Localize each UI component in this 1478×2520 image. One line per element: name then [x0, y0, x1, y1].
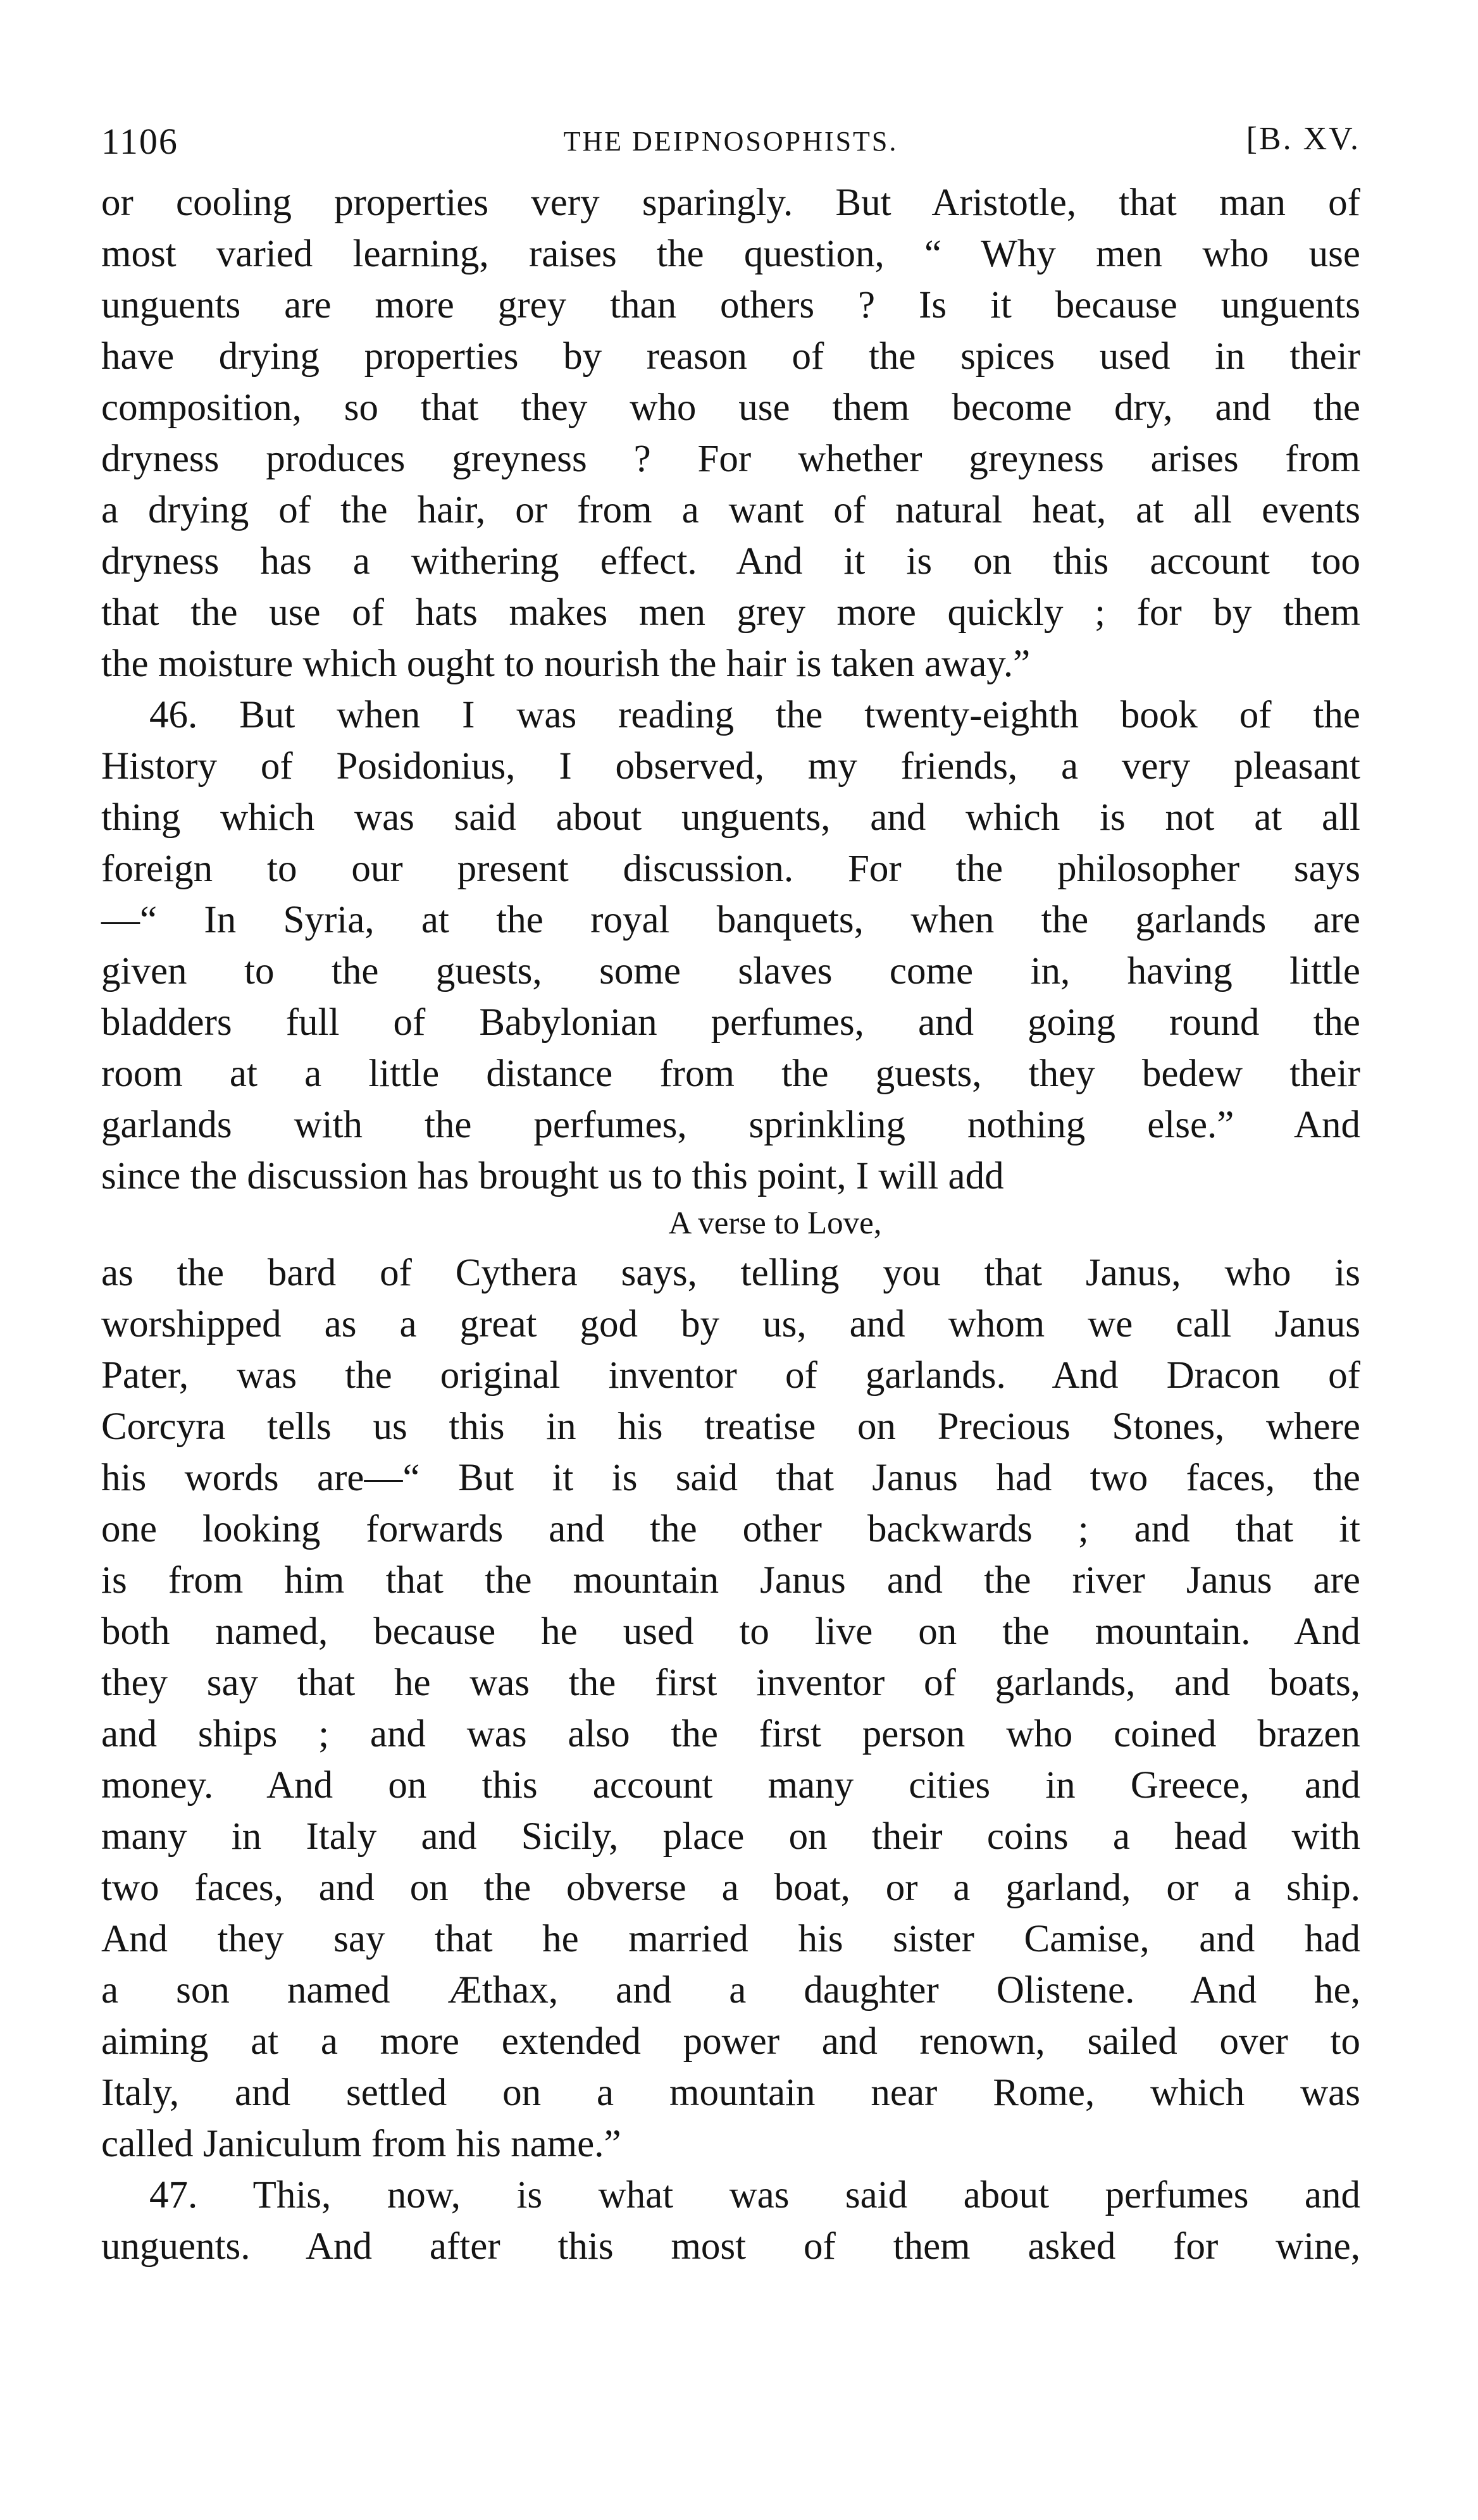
text-line: worshipped as a great god by us, and whom we call Janus — [101, 1303, 1360, 1345]
text-line: since the discussion has brought us to this point, I will add — [101, 1155, 1004, 1197]
text-line: a drying of the hair, or from a want of natural heat, at all events — [101, 489, 1360, 531]
book-page — [101, 120, 1360, 2272]
text-line: called Janiculum from his name.” — [101, 2123, 621, 2165]
text-line: —“ In Syria, at the royal banquets, when the garlands are — [101, 899, 1360, 941]
text-line: that the use of hats makes men grey more quickly ; for by them — [101, 591, 1360, 634]
text-line: Corcyra tells us this in his treatise on Precious Stones, where — [101, 1405, 1360, 1448]
text-line: a son named Æthax, and a daughter Olistene. And he, — [101, 1969, 1360, 2011]
text-line: composition, so that they who use them become dry, and the — [101, 386, 1360, 429]
text-line: Pater, was the original inventor of garlands. And Dracon of — [101, 1354, 1360, 1397]
text-line: one looking forwards and the other backwards ; and that it — [101, 1508, 1360, 1550]
text-line: foreign to our present discussion. For the philosopher says — [101, 848, 1360, 890]
text-line: his words are—“ But it is said that Janus had two faces, the — [101, 1457, 1360, 1499]
text-line: thing which was said about unguents, and which is not at all — [101, 796, 1360, 839]
text-line: as the bard of Cythera says, telling you that Janus, who is — [101, 1252, 1360, 1294]
running-title: THE DEIPNOSOPHISTS. — [563, 126, 898, 157]
text-line: and ships ; and was also the first person who coined brazen — [101, 1713, 1360, 1755]
verse-quotation: A verse to Love, — [668, 1206, 882, 1241]
text-line: the moisture which ought to nourish the hair is taken away.” — [101, 643, 1031, 685]
paragraph-46-start: 46. But when I was reading the twenty-eighth book of the — [149, 694, 1360, 736]
text-line: room at a little distance from the guests, they bedew their — [101, 1053, 1360, 1095]
body-text — [101, 177, 1360, 2272]
text-line: unguents. And after this most of them asked for wine, — [101, 2225, 1360, 2268]
text-line: bladders full of Babylonian perfumes, and going round the — [101, 1001, 1360, 1044]
text-line: two faces, and on the obverse a boat, or a garland, or a ship. — [101, 1867, 1360, 1909]
page-header — [101, 120, 1360, 177]
text-line: most varied learning, raises the question, “ Why men who use — [101, 233, 1360, 275]
paragraph-47-start: 47. This, now, is what was said about perfumes and — [149, 2174, 1360, 2216]
section-mark: [B. XV. — [1246, 121, 1360, 157]
text-line: garlands with the perfumes, sprinkling nothing else.” And — [101, 1104, 1360, 1146]
text-line: or cooling properties very sparingly. But Aristotle, that man of — [101, 182, 1360, 224]
text-line: dryness has a withering effect. And it is on this account too — [101, 540, 1360, 583]
text-line: is from him that the mountain Janus and the river Janus are — [101, 1559, 1360, 1602]
text-line: History of Posidonius, I observed, my friends, a very pleasant — [101, 745, 1360, 788]
text-line: Italy, and settled on a mountain near Rome, which was — [101, 2072, 1360, 2114]
text-line: have drying properties by reason of the spices used in their — [101, 335, 1360, 378]
page-number: 1106 — [101, 121, 178, 162]
text-line: dryness produces greyness ? For whether greyness arises from — [101, 438, 1360, 480]
text-line: given to the guests, some slaves come in, having little — [101, 950, 1360, 992]
text-line: And they say that he married his sister Camise, and had — [101, 1918, 1360, 1960]
text-line: many in Italy and Sicily, place on their coins a head with — [101, 1815, 1360, 1858]
text-line: unguents are more grey than others ? Is it because unguents — [101, 284, 1360, 326]
text-line: both named, because he used to live on the mountain. And — [101, 1610, 1360, 1653]
text-line: they say that he was the first inventor of garlands, and boats, — [101, 1662, 1360, 1704]
text-line: aiming at a more extended power and renown, sailed over to — [101, 2020, 1360, 2063]
text-line: money. And on this account many cities in Greece, and — [101, 1764, 1360, 1807]
